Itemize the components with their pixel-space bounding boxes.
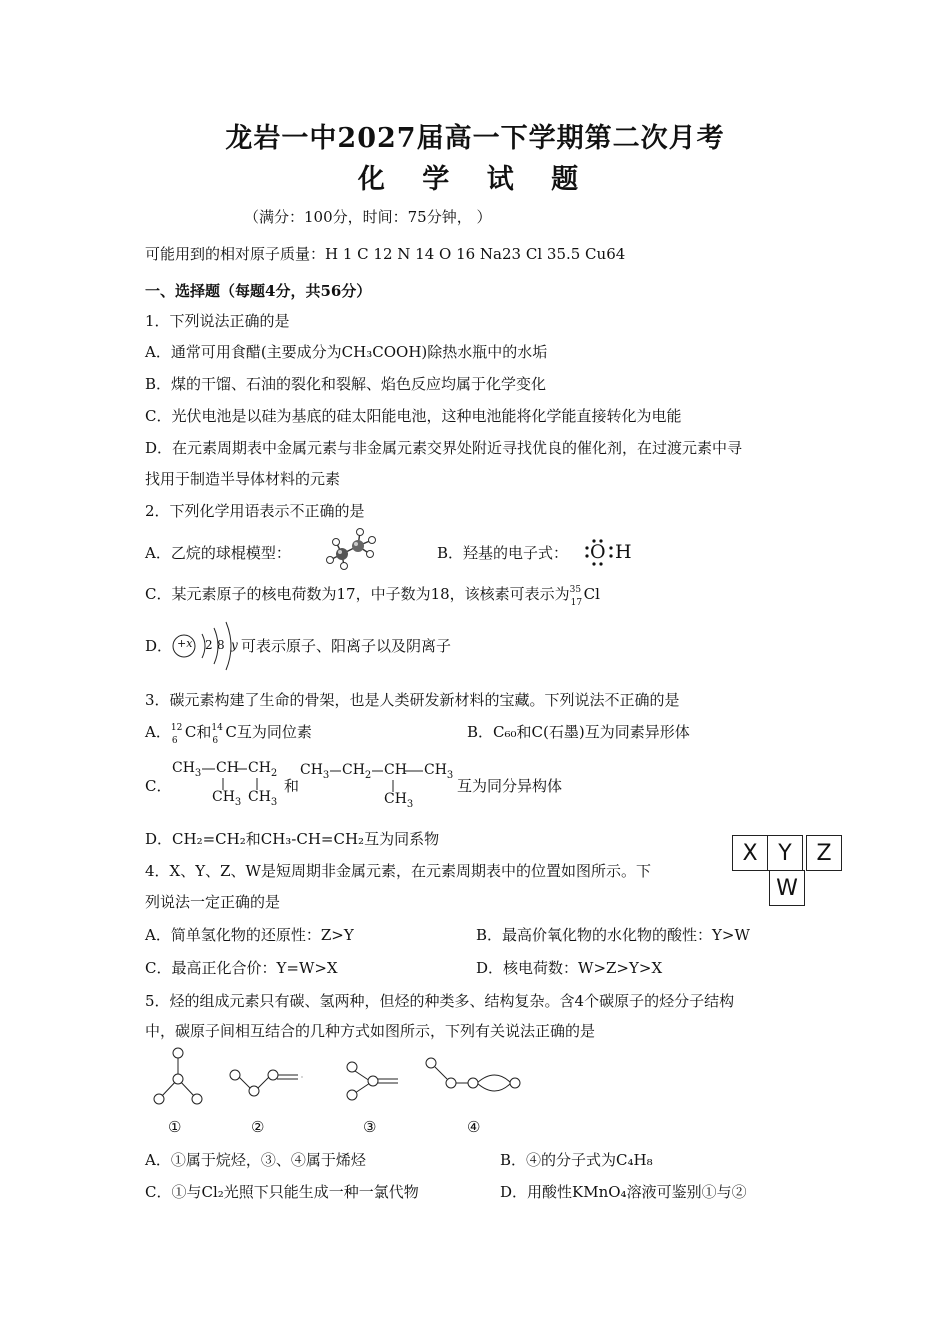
diagram-label-1: ①	[168, 1118, 182, 1136]
periodic-cell-x: X	[732, 835, 768, 871]
q4-option-b: B．最高价氧化物的水化物的酸性：Y>W	[476, 926, 750, 944]
c12-z: 6	[171, 736, 178, 746]
q3-option-b	[467, 722, 690, 742]
q3-option-a	[145, 722, 312, 746]
c12-mass: 12	[170, 723, 183, 733]
diagram-label-2: ②	[251, 1118, 265, 1136]
q4-stem-line1: 4．X、Y、Z、W是短周期非金属元素，在元素周期表中的位置如图所示。下	[145, 862, 651, 880]
cl-isotope-notation	[569, 584, 584, 608]
s1-ch3-branch2: $CH_3$	[248, 789, 278, 808]
periodic-cell-y: Y	[767, 835, 803, 871]
q3-stem: 3．碳元素构建了生命的骨架，也是人类研发新材料的宝藏。下列说法不正确的是	[145, 691, 680, 709]
exam-subject: 化 学 试 题	[357, 164, 593, 195]
cl-atomic-number: 17	[570, 598, 583, 608]
q2-option-b: B．羟基的电子式：	[437, 544, 569, 562]
q1-stem: 1．下列说法正确的是	[145, 312, 290, 330]
q4-option-c: C．最高正化合价：Y=W>X	[145, 959, 338, 977]
q5-option-b: B．④的分子式为C₄H₈	[500, 1151, 653, 1169]
q4-option-d: D．核电荷数：W>Z>Y>X	[476, 959, 663, 977]
shell-1-electrons: 2	[205, 638, 213, 652]
q2-option-d-label: D．	[145, 637, 173, 655]
oxygen-symbol: O	[590, 541, 606, 563]
hydrogen-symbol: H	[615, 541, 632, 563]
q3-b-label: B．	[467, 723, 494, 741]
q3-c-and: 和	[284, 777, 300, 795]
q5-option-c: C．①与Cl₂光照下只能生成一种一氯代物	[145, 1183, 419, 1201]
q2-option-d: 可表示原子、阳离子以及阴离子	[241, 637, 452, 655]
q3-a-tail: 互为同位素	[236, 723, 312, 741]
atomic-masses: 可能用到的相对原子质量：H 1 C 12 N 14 O 16 Na23 Cl 35.5 Cu64	[145, 245, 626, 263]
exam-title: 龙岩一中2027届高一下学期第二次月考	[225, 123, 725, 154]
diagram-label-3: ③	[363, 1118, 377, 1136]
s2-ch2: $CH_2$	[342, 762, 372, 781]
q3-option-d: D．CH₂=CH₂和CH₃-CH=CH₂互为同系物	[145, 830, 440, 848]
s2-ch3-right: $CH_3$	[424, 762, 454, 781]
q1-option-c: C．光伏电池是以硅为基底的硅太阳能电池，这种电池能将化学能直接转化为电能	[145, 407, 682, 425]
s2-bonds	[300, 762, 460, 812]
q5-stem-line2: 中，碳原子间相互结合的几种方式如图所示，下列有关说法正确的是	[145, 1022, 596, 1040]
structure-2-methylbutane	[300, 762, 460, 812]
carbon-skeleton-diagrams	[145, 1045, 525, 1115]
q3-c-label: C．	[145, 777, 172, 795]
c12-notation	[170, 722, 185, 746]
q3-a-and: 和	[196, 723, 212, 741]
s1-ch: CH	[216, 760, 239, 776]
q3-c-tail: 互为同分异构体	[457, 777, 563, 795]
shell-2-electrons: 8	[217, 638, 225, 652]
q5-option-d: D．用酸性KMnO₄溶液可鉴别①与②	[500, 1183, 747, 1201]
c14-mass: 14	[211, 723, 223, 733]
nucleus-charge: +x	[177, 637, 193, 650]
hydroxyl-electron-formula	[585, 537, 637, 567]
q1-option-d-line2: 找用于制造半导体材料的元素	[145, 470, 341, 488]
q3-a-label: A．	[145, 723, 171, 741]
s1-ch3-branch1: $CH_3$	[212, 789, 242, 808]
s1-ch2: $CH_2$	[248, 760, 278, 779]
q3-b-text: C₆₀和C(石墨)互为同素异形体	[493, 723, 690, 741]
s2-ch3-left: $CH_3$	[300, 762, 330, 781]
q1-option-b: B．煤的干馏、石油的裂化和裂解、焰色反应均属于化学变化	[145, 375, 547, 393]
cl-symbol: Cl	[583, 585, 600, 603]
s2-ch3-branch: $CH_3$	[384, 791, 414, 810]
q2-option-c	[145, 584, 600, 608]
s2-ch: CH	[384, 762, 407, 778]
section-heading: 一、选择题（每题4分，共56分）	[145, 282, 372, 300]
c12-symbol: C	[184, 723, 197, 741]
q4-stem-line2: 列说法一定正确的是	[145, 893, 281, 911]
c14-symbol: C	[225, 723, 237, 741]
ethane-ball-stick-model	[318, 522, 388, 570]
q4-option-a: A．简单氢化物的还原性：Z>Y	[145, 926, 354, 944]
s1-ch3-left: $CH_3$	[172, 760, 202, 779]
exam-meta: （满分：100分，时间：75分钟， ）	[244, 208, 492, 226]
diagram-label-4: ④	[467, 1118, 481, 1136]
q2-stem: 2．下列化学用语表示不正确的是	[145, 502, 365, 520]
structure-2-3-dimethylbutane	[172, 760, 282, 810]
q2-option-a: A．乙烷的球棍模型：	[145, 544, 291, 562]
cl-mass-number: 35	[569, 585, 582, 595]
c14-notation	[211, 722, 225, 746]
q2-option-c-text: C．某元素原子的核电荷数为17，中子数为18，该核素可表示为	[145, 585, 570, 603]
q5-stem-line1: 5．烃的组成元素只有碳、氢两种，但烃的种类多、结构复杂。含4个碳原子的烃分子结构	[145, 992, 735, 1010]
q1-option-d-line1: D．在元素周期表中金属元素与非金属元素交界处附近寻找优良的催化剂，在过渡元素中寻	[145, 439, 743, 457]
shell-3-electrons: y	[231, 638, 238, 652]
q5-option-a: A．①属于烷烃，③、④属于烯烃	[145, 1151, 366, 1169]
periodic-cell-z: Z	[806, 835, 842, 871]
q1-option-a: A．通常可用食醋(主要成分为CH₃COOH)除热水瓶中的水垢	[145, 343, 548, 361]
periodic-cell-w: W	[769, 870, 805, 906]
c14-z: 6	[212, 736, 219, 746]
